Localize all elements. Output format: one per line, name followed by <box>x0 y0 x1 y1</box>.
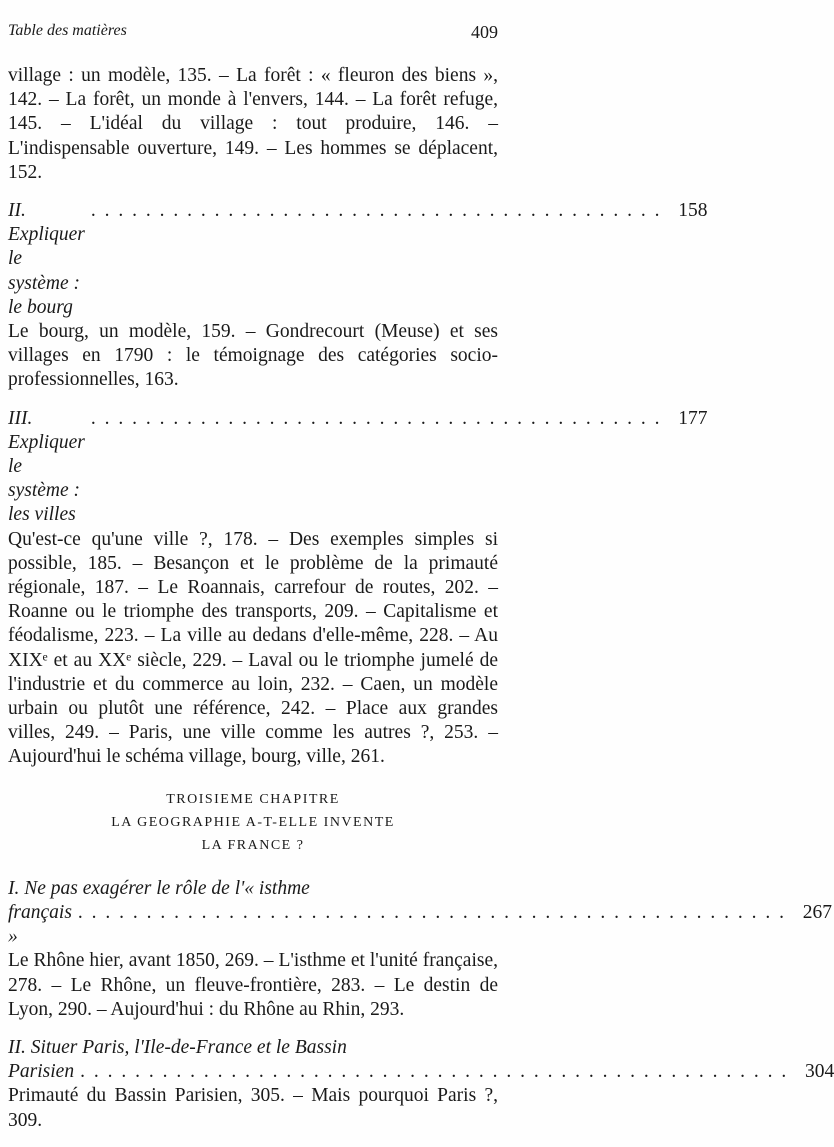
leader-dots: . . . . . . . . . . . . . . . . . . . . . . . . . . . . . . . . . . . . . . . . . . . . . . . . . . . . <box>77 901 787 923</box>
toc-section-villes <box>8 407 708 770</box>
section-page-number: 158 <box>678 200 708 222</box>
toc-entry-line <box>8 407 708 528</box>
section-text: Qu'est-ce qu'une ville ?, 178. – Des exemples simples si possible, 185. – Besançon et le problème de la primauté régionale, 187. – Le Roannais, carrefour de routes, 202. –Roanne ou le triomphe des transports, 209. – Capitalisme et féodalisme, 223. – La ville au dedans d'elle-même, 228. – Au XIXᵉ et au XXᵉ siècle, 229. – Laval ou le triomphe jumelé de l'industrie et du commerce au loin, 232. – Caen, un modèle urbain ou plutôt une référence, 242. – Place aux grandes villes, 249. – Paris, une ville comme les autres ?, 253. – Aujourd'hui le schéma village, bourg, ville, 261. <box>8 528 498 768</box>
leader-dots: . . . . . . . . . . . . . . . . . . . . . . . . . . . . . . . . . . . . . . . . . . . . . . . . . . . . <box>80 1061 789 1083</box>
toc-body <box>8 64 834 1147</box>
chapter-title: LA GEOGRAPHIE A-T-ELLE INVENTE <box>111 814 395 830</box>
toc-entry-line <box>8 199 708 320</box>
section-text: Le bourg, un modèle, 159. – Gondrecourt (Meuse) et ses villages en 1790 : le témoignage des catégories socio-professionnelles, 163. <box>8 321 498 391</box>
section-title: II. Situer Paris, l'Ile-de-France et le Bassin <box>8 1036 347 1058</box>
section-page-number: 304 <box>804 1061 834 1083</box>
toc-entry-line <box>8 1060 834 1084</box>
section-title-continued: français » <box>8 901 72 948</box>
chapter-number: TROISIEME CHAPITRE <box>166 791 340 807</box>
section-page-number: 267 <box>802 901 833 923</box>
leader-dots: . . . . . . . . . . . . . . . . . . . . . . . . . . . . . . . . . . . . . . . . . . <box>90 200 662 222</box>
page-number: 409 <box>471 22 498 42</box>
toc-section-isthme <box>8 877 833 1022</box>
intro-paragraph: village : un modèle, 135. – La forêt : « fleuron des biens », 142. – La forêt, un monde à l'envers, 144. – La forêt refuge, 145. – L'idéal du village : tout produire, 146. – L'indispensable ouverture, 149. – Les hommes se déplacent, 152. <box>8 65 498 183</box>
toc-section-bourg <box>8 199 708 393</box>
section-text: Primauté du Bassin Parisien, 305. – Mais pourquoi Paris ?, 309. <box>8 1085 498 1131</box>
leader-dots: . . . . . . . . . . . . . . . . . . . . . . . . . . . . . . . . . . . . . . . . . . <box>90 407 662 429</box>
chapter-title-continued: LA FRANCE ? <box>201 837 305 853</box>
section-title: III. Expliquer le système : les villes <box>8 407 85 526</box>
section-page-number: 177 <box>678 407 708 429</box>
section-title: I. Ne pas exagérer le rôle de l'« isthme <box>8 877 310 899</box>
running-title: Table des matières <box>8 22 127 39</box>
running-header <box>8 22 498 50</box>
section-title: II. Expliquer le système : le bourg <box>8 200 85 318</box>
section-text: Le Rhône hier, avant 1850, 269. – L'isthme et l'unité française, 278. – Le Rhône, un fleuve-frontière, 283. – Le destin de Lyon, 290. – Aujourd'hui : du Rhône au Rhin, 293. <box>8 950 498 1020</box>
chapter-heading <box>8 788 498 857</box>
toc-entry-line <box>8 901 833 949</box>
toc-section-paris <box>8 1036 834 1133</box>
section-title-continued: Parisien <box>8 1061 75 1083</box>
